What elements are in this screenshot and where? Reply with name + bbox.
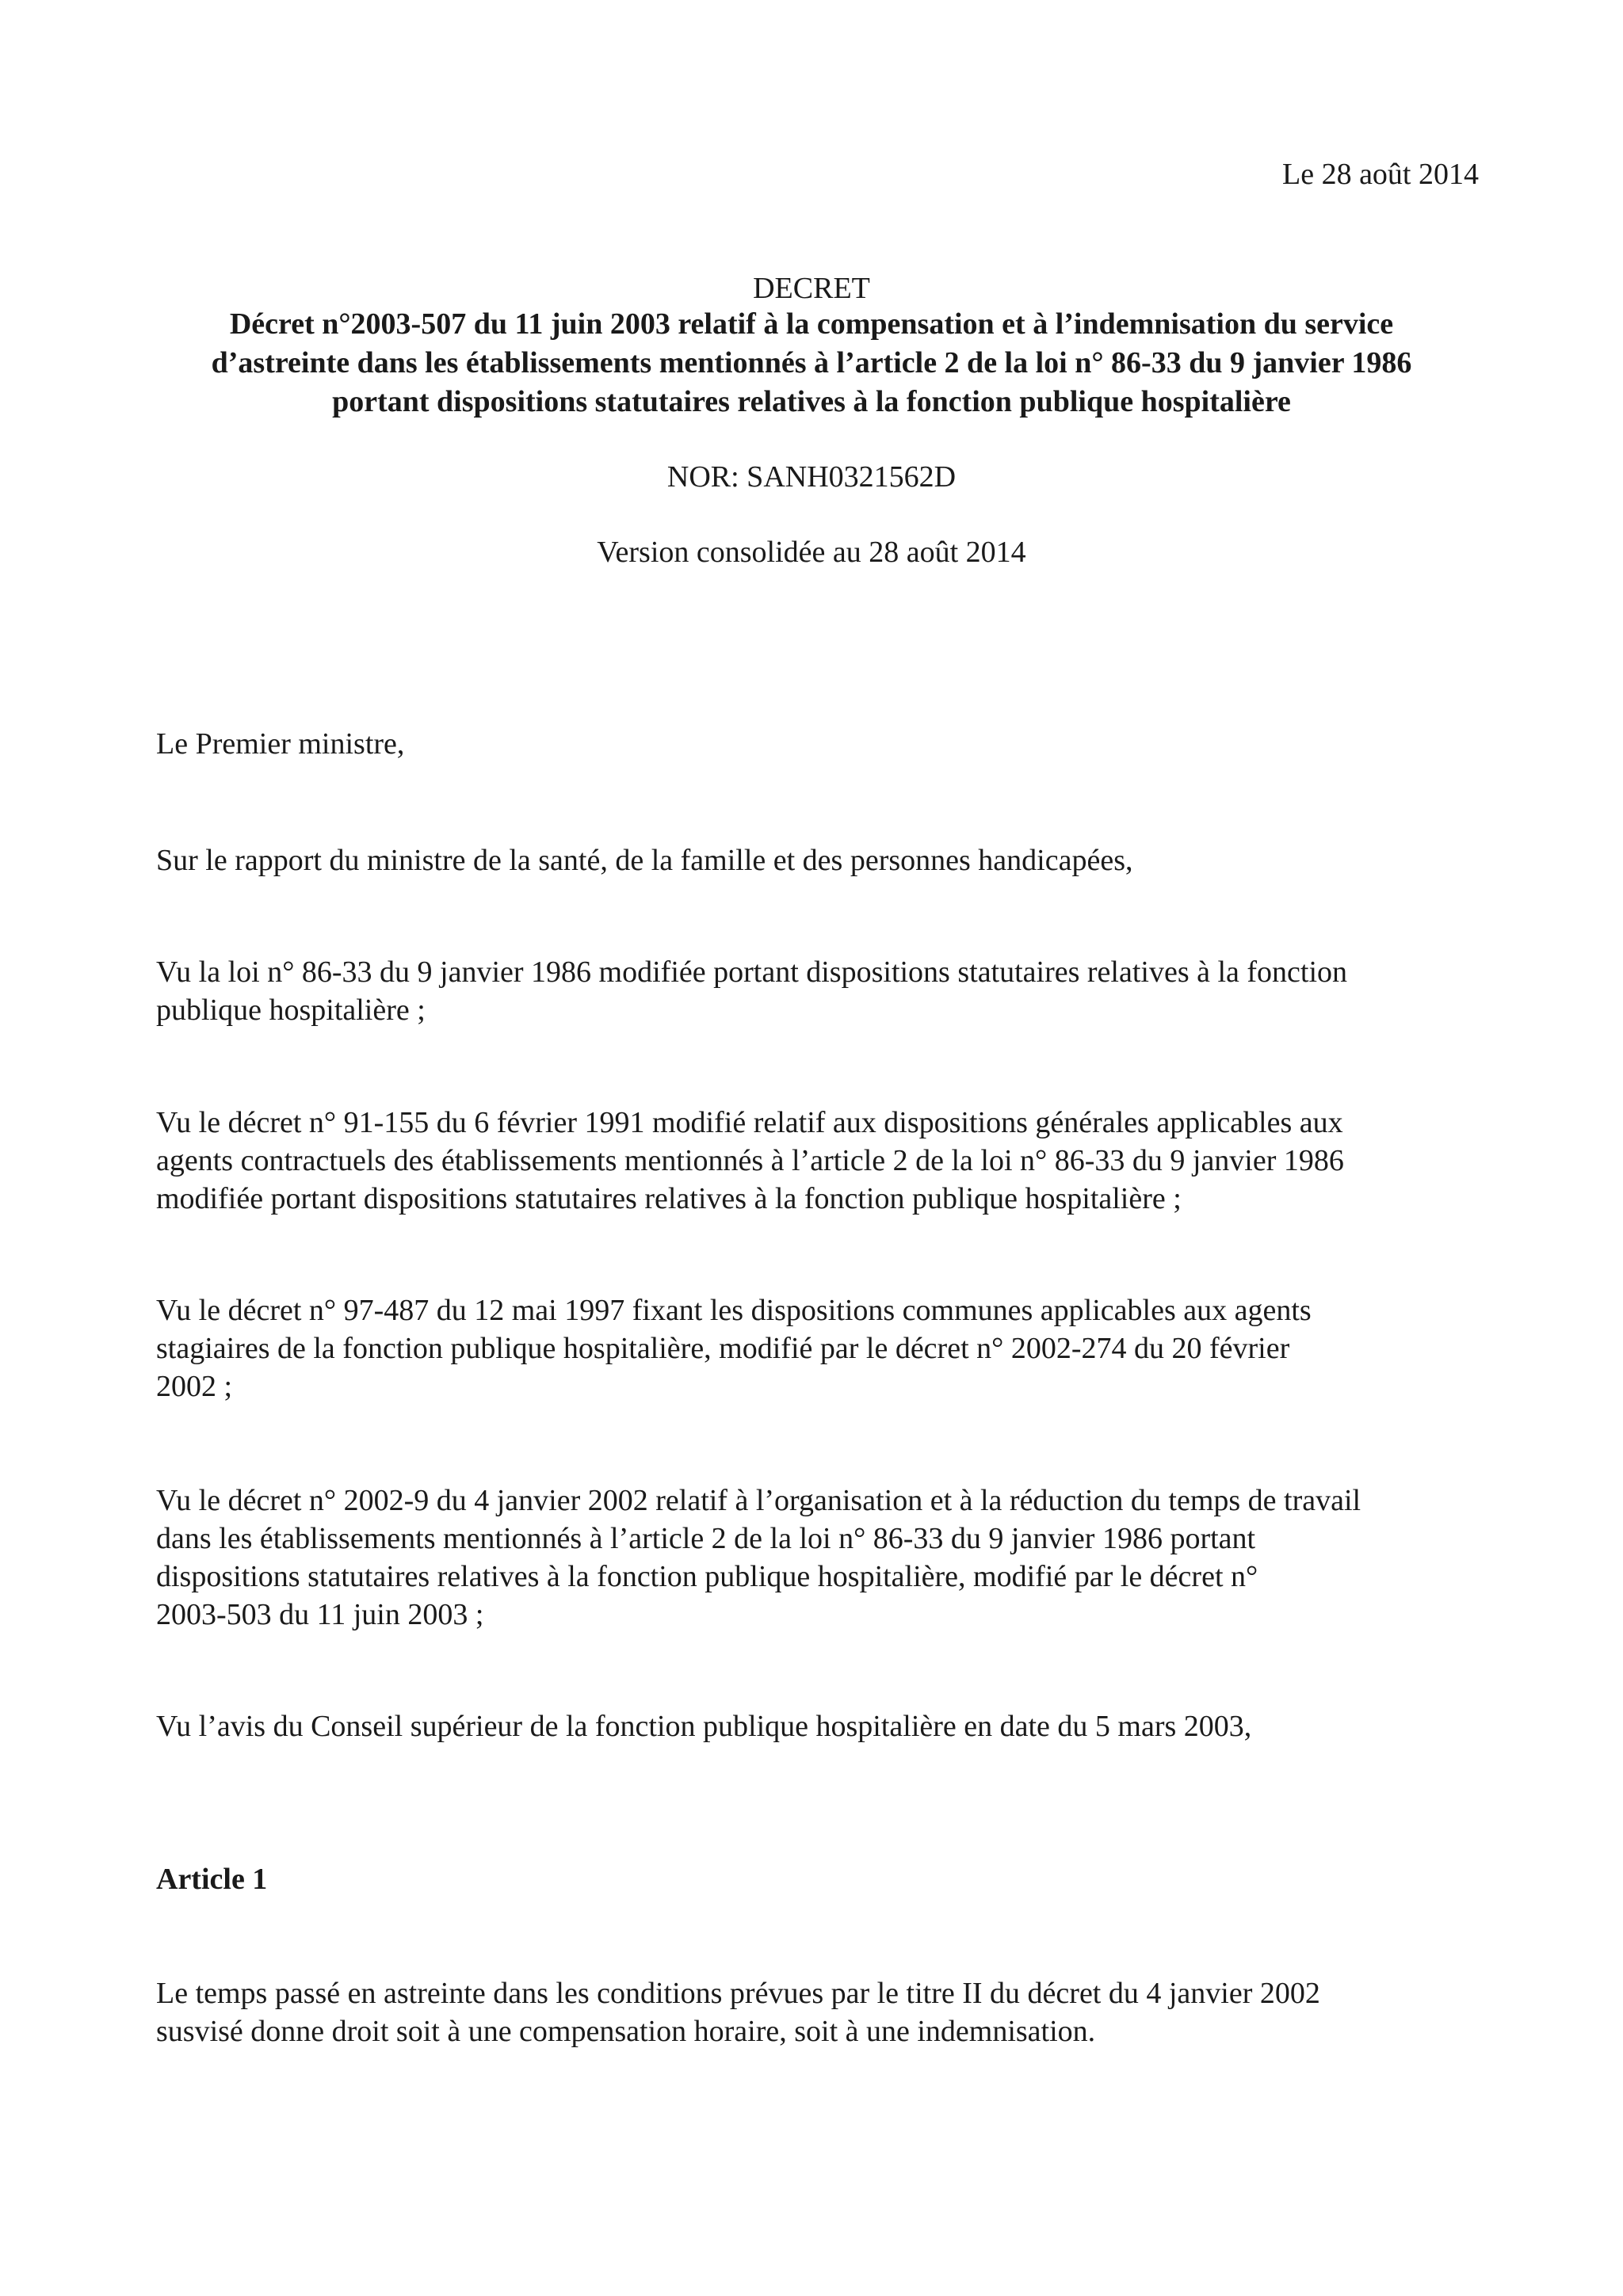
paragraph-line: Vu le décret n° 97-487 du 12 mai 1997 fixant les dispositions communes applicables aux agents xyxy=(156,1294,1312,1327)
consolidated-version: Version consolidée au 28 août 2014 xyxy=(597,536,1026,569)
decree-type: DECRET xyxy=(753,272,870,305)
vu-paragraph-decret-91-155 xyxy=(156,1104,1472,1218)
paragraph-line: Vu le décret n° 91-155 du 6 février 1991 modifié relatif aux dispositions générales applicables aux xyxy=(156,1106,1343,1139)
paragraph-line: Le temps passé en astreinte dans les conditions prévues par le titre II du décret du 4 janvier 2002 xyxy=(156,1977,1320,2010)
paragraph-line: 2002 ; xyxy=(156,1370,233,1403)
decree-title xyxy=(119,305,1504,421)
document-date: Le 28 août 2014 xyxy=(1281,158,1479,191)
premier-ministre: Le Premier ministre, xyxy=(156,727,405,761)
paragraph-line: agents contractuels des établissements mentionnés à l’article 2 de la loi n° 86-33 du 9 janvier 1986 xyxy=(156,1144,1344,1177)
decree-title-line: d’astreinte dans les établissements mentionnés à l’article 2 de la loi n° 86-33 du 9 janvier 1986 xyxy=(211,346,1412,379)
paragraph-line: 2003-503 du 11 juin 2003 ; xyxy=(156,1598,484,1631)
decree-title-line: portant dispositions statutaires relatives à la fonction publique hospitalière xyxy=(332,385,1291,418)
paragraph-line: stagiaires de la fonction publique hospitalière, modifié par le décret n° 2002-274 du 20 février xyxy=(156,1332,1290,1365)
vu-paragraph-avis-conseil: Vu l’avis du Conseil supérieur de la fonction publique hospitalière en date du 5 mars 2003, xyxy=(156,1710,1252,1743)
decree-title-line: Décret n°2003-507 du 11 juin 2003 relatif à la compensation et à l’indemnisation du service xyxy=(229,307,1394,341)
nor-reference: NOR: SANH0321562D xyxy=(666,460,957,494)
vu-paragraph-decret-97-487 xyxy=(156,1291,1472,1405)
vu-paragraph-loi-86-33 xyxy=(156,953,1472,1029)
paragraph-line: modifiée portant dispositions statutaires relatives à la fonction publique hospitalière ; xyxy=(156,1182,1182,1215)
article-1-heading: Article 1 xyxy=(156,1863,268,1896)
article-1-text xyxy=(156,1974,1472,2050)
rapport-paragraph: Sur le rapport du ministre de la santé, de la famille et des personnes handicapées, xyxy=(156,844,1133,877)
paragraph-line: susvisé donne droit soit à une compensation horaire, soit à une indemnisation. xyxy=(156,2015,1096,2048)
paragraph-line: dispositions statutaires relatives à la fonction publique hospitalière, modifié par le décret n° xyxy=(156,1560,1258,1593)
paragraph-line: publique hospitalière ; xyxy=(156,994,426,1027)
paragraph-line: dans les établissements mentionnés à l’article 2 de la loi n° 86-33 du 9 janvier 1986 portant xyxy=(156,1522,1256,1555)
paragraph-line: Vu la loi n° 86-33 du 9 janvier 1986 modifiée portant dispositions statutaires relatives à la fonction xyxy=(156,955,1348,989)
paragraph-line: Vu le décret n° 2002-9 du 4 janvier 2002 relatif à l’organisation et à la réduction du temps de travail xyxy=(156,1484,1361,1517)
vu-paragraph-decret-2002-9 xyxy=(156,1482,1472,1634)
